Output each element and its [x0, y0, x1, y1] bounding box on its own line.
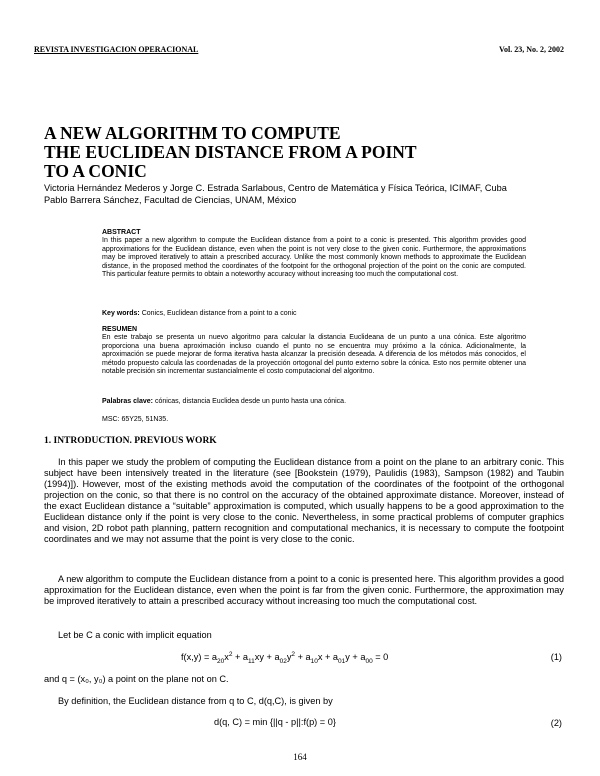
resumen [102, 326, 526, 376]
keywords-label: Key words: [102, 310, 140, 317]
equation-1-number: (1) [550, 652, 562, 662]
equation-2: d(q, C) = min {||q - p||:f(p) = 0} [214, 717, 336, 727]
abstract-text: In this paper a new algorithm to compute the Euclidean distance from a point to a conic is presented. This algorithm provides good approximations for the Euclidean distance, even when the point is not very close to the given conic. Furthermore, the approximations may be improved iteratively to attain a prescribed accuracy. Unlike the most commonly known methods to approximate the Euclidean distance, in the proposed method the coordinates of the footpoint for the orthogonal projection of the point on the conic are computed. This particular feature permits to obtain a noteworthy accuracy without increasing too much the computational cost. [102, 237, 526, 279]
volume-info: Vol. 23, No. 2, 2002 [498, 45, 564, 54]
abstract [102, 229, 526, 279]
paragraph-3: Let be C a conic with implicit equation [58, 630, 212, 640]
msc-codes: MSC: 65Y25, 51N35. [102, 416, 169, 423]
page-number: 164 [293, 752, 307, 762]
title-line-3: TO A CONIC [44, 161, 147, 181]
author-line-2: Pablo Barrera Sánchez, Facultad de Ciencias, UNAM, México [44, 195, 297, 205]
palabras-text: cónicas, distancia Euclidea desde un punto hasta una cónica. [154, 398, 347, 405]
equation-1: $f(x,y) = a_{20}x^2 + a_{11}xy + a_{02}y^2 + a_{10}x + a_{01}y + a_{00} = 0$ [181, 651, 389, 665]
palabras-clave [102, 398, 526, 406]
paper-title [44, 124, 417, 181]
equation-2-number: (2) [550, 718, 562, 728]
resumen-label: RESUMEN [102, 326, 138, 333]
keywords [102, 310, 526, 318]
palabras-label: Palabras clave: [102, 398, 153, 405]
paragraph-1: In this paper we study the problem of computing the Euclidean distance from a point on the plane to an arbitrary conic. This subject have been intensively treated in the literature (see [Bookstein (1979), Paulidis (1983), Sampson (1982) and Taubin (1994)]). However, most of the existing methods avoid the computation of the coordinates of the footpoint of the orthogonal projection on the conic, so that there is no control on the accuracy of the obtained approximate distance. Moreover, instead of the exact Euclidean distance a “suitable” approximation is computed, which usually happens to be a good approximation to the Euclidean distance only if the point is very close to the conic. Nevertheless, in some practical problems of computer graphics and vision, 2D robot path planning, pattern recognition and computational mechanics, it is necessary to compute the footpoint coordinates and we may not assume that the point is very close to the conic. [44, 457, 564, 544]
author-list [44, 182, 564, 206]
journal-name: REVISTA INVESTIGACION OPERACIONAL [34, 45, 199, 54]
abstract-label: ABSTRACT [102, 229, 141, 236]
running-header [34, 45, 564, 54]
paragraph-5: By definition, the Euclidean distance from q to C, d(q,C), is given by [58, 696, 333, 706]
section-heading: 1. INTRODUCTION. PREVIOUS WORK [44, 436, 217, 446]
resumen-text: En este trabajo se presenta un nuevo algoritmo para calcular la distancia Euclideana de un punto a una cónica. Este algoritmo proporciona una buena aproximación incluso cuando el punto no se encuentra muy próximo a la cónica. Adicionalmente, la aproximación se puede mejorar de forma iterativa hasta alcanzar la precisión deseada. A diferencia de los métodos más conocidos, el método propuesto calcula las coordenadas de la proyección ortogonal del punto externo sobre la cónica. Esto nos permite obtener una notable precisión sin incrementar sustancialmente el costo computacional del algoritmo. [102, 334, 526, 376]
paragraph-4: and q = (x₀, y₀) a point on the plane not on C. [44, 674, 229, 684]
author-line-1: Victoria Hernández Mederos y Jorge C. Estrada Sarlabous, Centro de Matemática y Física Teórica, ICIMAF, Cuba [44, 183, 507, 193]
title-line-2: THE EUCLIDEAN DISTANCE FROM A POINT [44, 142, 417, 162]
keywords-text: Conics, Euclidean distance from a point to a conic [141, 310, 297, 317]
title-line-1: A NEW ALGORITHM TO COMPUTE [44, 123, 341, 143]
paragraph-2: A new algorithm to compute the Euclidean distance from a point to a conic is presented here. This algorithm provides a good approximation for the Euclidean distance, even when the point is far from the given conic. Furthermore, the approximation may be improved iteratively to attain a prescribed accuracy without increasing too much the computational cost. [44, 574, 564, 606]
